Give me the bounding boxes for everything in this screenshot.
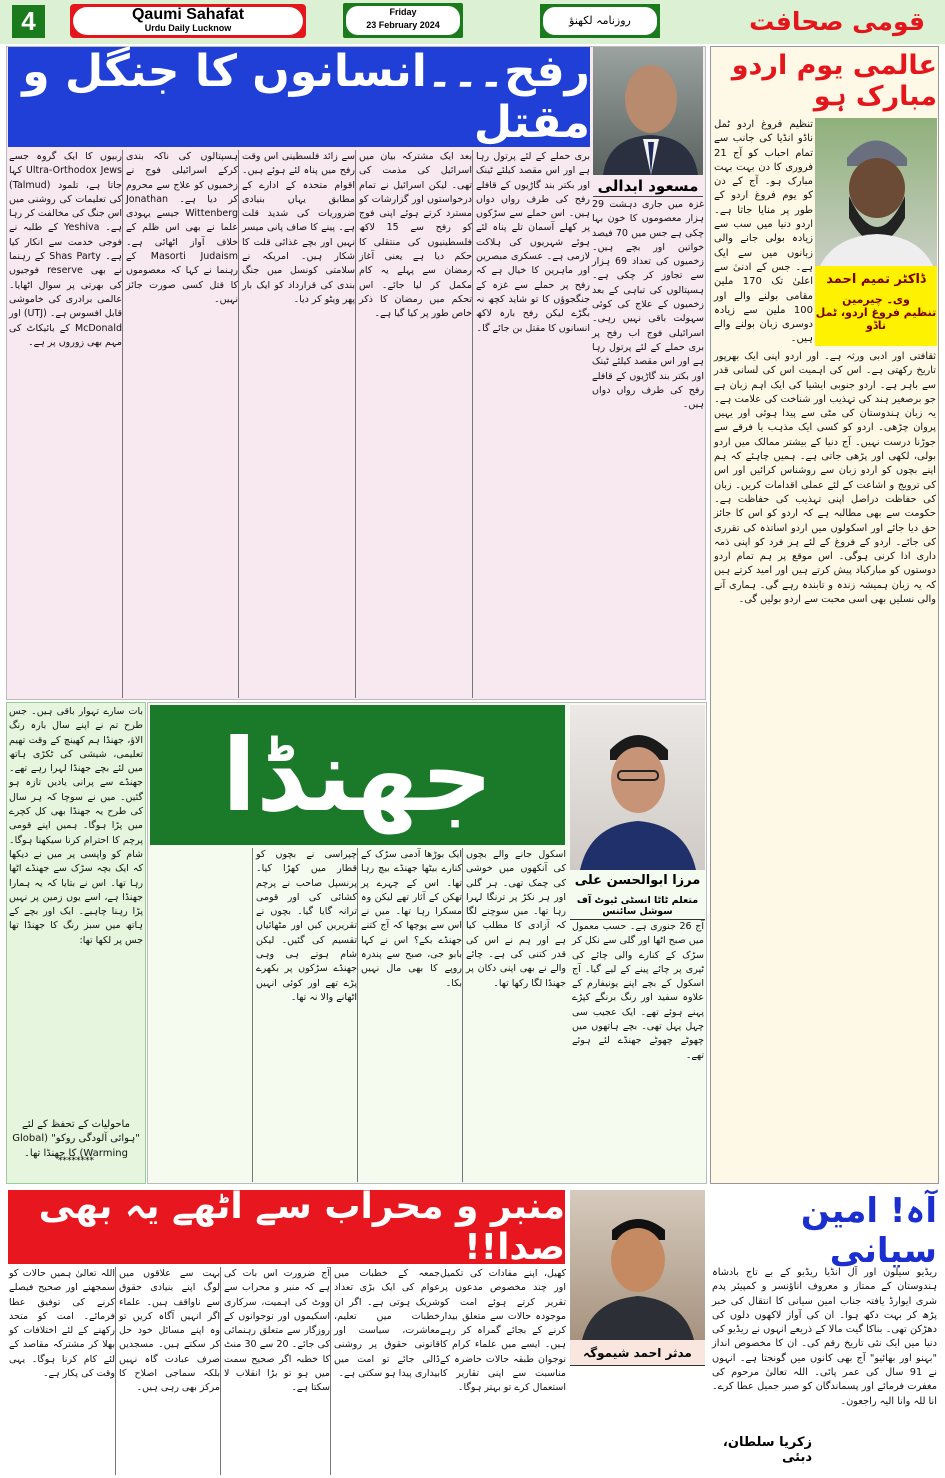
person-role: وی۔ چیرمین	[842, 293, 910, 306]
person-name: ڈاکٹر تمیم احمد	[826, 272, 926, 287]
portrait-icon	[593, 47, 703, 175]
article-column: بات سارے تہوار باقی ہیں۔ جس طرح تم نے اپنے سال بارہ رنگ الاؤ، جھنڈا ہم کھینچ کے وقت تھیم تعلیمی، شیشی کی ٹکڑی ہاتھ میں لئے بچے جھنڈا لہرا رہے تھے۔ جھنڈے سے پرانی یادیں تازہ ہو گئیں۔ میں نے سوچا کہ ہر سال کی طرح یہ جھنڈا بھی کل کچرے میں پڑا ہوگا۔ ہمیں اپنے قومی پرچم کا احترام کرنا سیکھنا ہوگا۔ شام کو واپسی پر میں نے دیکھا کہ ایک بچہ سڑک سے جھنڈے اٹھا رہا تھا۔ اس نے بتایا کہ یہ ہمارا جھنڈا ہے، اسے یوں زمین پر نہیں پڑا رہنا چاہیے۔ ایک اور بچے کے ہاتھ میں سبز رنگ کا جھنڈا تھا جس پر لکھا تھا:	[9, 706, 143, 946]
article-column: آج ضرورت اس بات کی ہے کہ منبر و محراب سے ووٹ کی اہمیت، سرکاری اسکیموں اور نوجوانوں کے روزگار سے متعلق رہنمائی کی جائے۔ 20 سے 30 منٹ کا خطبہ اگر صحیح سمت میں ہو تو بڑا انقلاب لا سکتا ہے۔	[220, 1267, 330, 1475]
date-box	[343, 3, 463, 38]
article-column: ایک بوڑھا آدمی سڑک کے کنارے بیٹھا جھنڈے بیچ رہا تھا۔ اس کے چہرے پر تھکن کے آثار تھے لیکن وہ مسکرا رہا تھا۔ میں نے اس سے پوچھا کہ آج کتنے جھنڈے بکے؟ اس نے کہا بابو جی، صبح سے پندرہ روپے کا بھی مال نہیں بکا۔	[357, 848, 462, 1182]
person-org: تنظیم فروغ اردو، ٹمل ناڈو	[815, 306, 937, 332]
title-urdu-logo: قومی صحافت	[749, 7, 925, 36]
urdu-day-body: ثقافتی اور ادبی ورثہ ہے۔ اور اردو اپنی ایک بھرپور تاریخ رکھتی ہے۔ اس کی اہمیت اس کی لسانی قدر سے باہر ہے۔ اردو جنوبی ایشیا کی ایک اہم زبان ہے جو برصغیر ہند کی تہذیب اور شناخت کی علامت ہے۔ یہ زبان ہندوستان کی مٹی سے پیدا ہوئی اور یہیں پروان چڑھی۔ اردو کو کسی ایک مذہب یا فرقے سے جوڑنا درست نہیں۔ آج دنیا کے بیشتر ممالک میں اردو بولی، لکھی اور پڑھی جاتی ہے۔ ہمیں چاہئے کہ ہم اپنے بچوں کو اردو زبان سے روشناس کرائیں اور اس کی ترویج و اشاعت کے لئے عملی اقدامات کریں۔ زبان کی حفاظت دراصل اپنی تہذیب کی حفاظت ہے۔ حکومت سے بھی مطالبہ ہے کہ اردو کو اس کا جائز حق دیا جائے اور اسکولوں میں اردو اساتذہ کی تقرری کی جائے۔ اردو کے فروغ کے لئے ہر فرد کو اپنی ذمہ داری ادا کرنی ہوگی۔ اس موقع پر ہم تمام اردو دوستوں کو مبارکباد پیش کرتے ہیں اور امید کرتے ہیں کہ یہ زبان ہمیشہ زندہ و تابندہ رہے گی۔ ہماری آنے والی نسلیں بھی اسی محبت سے اردو بولیں گی۔	[714, 351, 936, 606]
article-column: کھیل، اپنے مفادات کی تکمیل اور چند مخصوص مدعوں پر تقریر کرتے ہوئے امت کو موجودہ حالات سے متعلق بیدار کرنے کے بجائے گمراہ کر رہے ہیں۔ ایسے میں علماء کرام کا نوجوان طبقہ حالات حاضرہ کے مناسبت سے اپنی تقاریر کا استعمال کرے تو بہتر ہوگا۔	[440, 1268, 566, 1394]
sayani-body: ریڈیو سیلون اور آل انڈیا ریڈیو کے بے تاج بادشاہ ہندوستان کے ممتاز و معروف اناؤنسر و کمپیئر پدم شری ایوارڈ یافتہ جناب امین سیانی کا انتقال کی خبر پڑھ کر بہت دکھ ہوا۔ ان کی آواز لاکھوں دلوں کی دھڑکن تھی۔ بناکا گیت مالا کے ذریعے انہوں نے ریڈیو کی دنیا میں ایک نئی تاریخ رقم کی۔ ان کا مخصوص انداز "بہنو اور بھائیو" آج بھی کانوں میں گونجتا ہے۔ انہوں نے 91 سال کی عمر پائی۔ اللہ تعالیٰ مرحوم کی مغفرت فرمائے اور پسماندگان کو صبر جمیل عطا کرے۔ انا للہ وانا الیہ راجعون۔	[712, 1267, 937, 1407]
urdu-day-text	[714, 270, 813, 348]
article-column: چپراسی نے بچوں کو قطار میں کھڑا کیا۔ پرنسپل صاحب نے پرچم کشائی کی اور قومی ترانہ گایا گیا۔ بچوں نے تقریریں کیں اور مٹھائیاں تقسیم کی گئیں۔ لیکن شام ہوتے ہی وہی جھنڈے سڑکوں پر بکھرے پڑے تھے اور کوئی انہیں اٹھانے والا نہ تھا۔	[252, 848, 357, 1182]
minbar-headline: منبر و محراب سے اٹھے یہ بھی صدا!!	[8, 1190, 565, 1264]
article-column: سے زائد فلسطینی اس وقت رفح میں پناہ لئے ہوئے ہیں۔ اقوام متحدہ کے ادارے کے مطابق یہاں بنیادی ضروریات کی شدید قلت ہے۔ پینے کا صاف پانی میسر نہیں اور بچے غذائی قلت کا شکار ہیں۔ امریکہ نے سلامتی کونسل میں جنگ بندی کی قرارداد کو ایک بار پھر ویٹو کر دیا۔	[238, 150, 355, 698]
author-affiliation: متعلم ٹاٹا انسٹی ٹیوٹ آف سوشل سائنس	[570, 895, 705, 920]
urdu-day-intro: تنظیم فروغ اردو ٹمل ناڈو انڈیا کی جانب سے تمام احباب کو آج 21 فروری کا دن بہت بہت مبارک ہو۔ آج کے دن کو یوم فروغ اردو کے طور پر منایا جاتا ہے۔ اردو دنیا میں سب سے زیادہ بولی جانے والی زبانوں میں سے ایک ہے۔ جس کے ادنیٰ سے اعلیٰ تک 170 ملین مقامی بولنے والے اور 100 ملین سے زیادہ دوسری زبان بولنے والے ہیں۔	[714, 119, 813, 345]
article-column: غزہ میں جاری دہشت 29 ہزار معصوموں کا خون بہا چکی ہے جس میں 70 فیصد خواتین اور بچے ہیں۔ زخمیوں کی تعداد 69 ہزار سے تجاوز کر چکی ہے۔ ہسپتالوں کی تباہی کے بعد زخمیوں کے علاج کی کوئی سہولت باقی نہیں رہی۔ اسرائیلی فوج اب رفح پر بری حملے کے لئے پرتول رہا ہے اور اس مقصد کیلئے ٹینک اور بکتر بند گاڑیوں کے قافلے رفح کی طرف رواں دواں ہیں۔	[592, 199, 705, 411]
roznama-box	[540, 4, 660, 38]
day-label: Friday	[389, 7, 417, 17]
masthead	[0, 0, 945, 44]
portrait-icon	[570, 1190, 705, 1340]
article-column: بہت سے علاقوں میں لوگ اپنے بنیادی حقوق سے ناواقف ہیں۔ علماء اگر انہیں آگاہ کریں تو وہ اپنے مسائل خود حل کر سکتے ہیں۔ مسجدیں صرف عبادت گاہ نہیں بلکہ سماجی اصلاح کا مرکز بھی رہی ہیں۔	[115, 1267, 220, 1475]
article-column: اسکول جانے والے بچوں کی آنکھوں میں خوشی کی چمک تھی۔ ہر گلی اور ہر نکڑ پر ترنگا لہرا رہا تھا۔ میں سوچنے لگا کہ آزادی کا مطلب کیا ہے اور ہم نے اس کی قدر کتنی کی ہے۔ چائے والے نے بھی اپنی دکان پر جھنڈا لگا رکھا تھا۔	[462, 848, 566, 1182]
article-column	[572, 1368, 704, 1476]
article-column: آج 26 جنوری ہے۔ حسب معمول میں صبح اٹھا اور گلی سے نکل کر سڑک کے کنارے والی چائے کی ٹپری پر چائے پینے کے لیے گیا۔ آج اسکول کے بچے اپنے یونیفارم کے علاوہ سفید اور رنگ برنگے کپڑے پہنے ہوئے تھے۔ ایک عجیب سی چہل پہل تھی۔ بچے ہاتھوں میں چھوٹے چھوٹے جھنڈے لئے ہوئے تھے۔	[572, 921, 704, 1061]
jhanda-headline: جھنڈا	[150, 705, 565, 845]
portrait-icon	[815, 118, 937, 266]
urdu-day-headline: عالمی یوم اردو مبارک ہو	[731, 50, 937, 112]
sayani-author: زکریا سلطان، دبئی	[722, 1435, 812, 1465]
subtitle-english: Urdu Daily Lucknow	[144, 23, 232, 33]
author-name: مسعود ابدالی	[593, 175, 703, 197]
end-stars: ********	[58, 1156, 94, 1166]
article-column: بعد ایک مشترکہ بیان میں اسرائیل کی مذمت کی تھی۔ لیکن اسرائیل نے تمام درخواستوں اور گزارشات کو مسترد کرتے ہوئے اپنی فوج کو رفح سے 15 لاکھ فلسطینیوں کی منتقلی کا حکم دیا ہے یعنی آغاز رمضان سے پہلے یہ کام مکمل کر لیا جائے۔ اس تحکم میں رمضان کا ذکر خاص طور پر کیا گیا ہے۔	[355, 150, 472, 698]
article-ending: ماحولیات کے تحفظ کے لئے "ہوائی آلودگی روکو" (Global Warming) کا جھنڈا تھا۔	[12, 1119, 140, 1159]
author-photo-masood-abdali	[593, 47, 703, 175]
author-name: مدثر احمد شیموگہ	[570, 1340, 705, 1366]
caption-box	[815, 266, 937, 346]
author-photo-mudassir-ahmad	[570, 1190, 705, 1340]
article-column: اللہ تعالیٰ ہمیں حالات کو سمجھنے اور صحیح فیصلے کرنے کی توفیق عطا فرمائے۔ امت کو متحد رکھنے کے لئے اختلافات کو بھلا کر مشترکہ مقاصد کے لئے کام کرنا ہوگا۔ یہی وقت کی پکار ہے۔	[9, 1268, 115, 1380]
article-column	[150, 848, 252, 1182]
page-number: 4	[12, 5, 45, 38]
article-column: ہسپتالوں کی ناکہ بندی کرکے اسرائیلی فوج نے زخمیوں کو علاج سے محروم کر دیا ہے۔ Jonathan Wittenberg جیسے یہودی علما نے بھی اس ظلم کے خلاف آواز اٹھائی ہے۔ Masorti Judaism کے رہنما نے کہا کہ معصوموں کا قتل کسی صورت جائز نہیں۔	[122, 150, 238, 698]
article-column: جمعہ کے خطبات میں عوام کی ایک بڑی تعداد شریک ہوتی ہے۔ اگر ان خطبات میں تعلیم، معاشرت، سیاست اور قانونی حقوق پر روشنی ڈالی جائے تو امت میں بیداری پیدا ہو سکتی ہے۔	[330, 1267, 440, 1475]
sayani-headline: آہ! امین سیانی	[800, 1190, 937, 1271]
portrait-icon	[570, 705, 705, 870]
article-column: بری حملے کے لئے پرتول رہا ہے اور اس مقصد کیلئے ٹینک اور بکتر بند گاڑیوں کے قافلے رفح کی طرف رواں دواں ہیں۔ اس حملے سے سڑکوں پر کھلے آسمان تلے پناہ لئے ہوئے شہریوں کی ہلاکت لازمی ہے۔ عسکری مبصرین اور ماہرین کا خیال ہے کہ رفح پر حملے سے غزہ کے جنگجوؤں کا تو شاید کچھ نہ بگڑے لیکن رفح بارہ لاکھ انسانوں کا مقتل بن جائے گا۔	[472, 150, 590, 698]
title-box	[70, 4, 306, 38]
roznama-label: روزنامہ لکھنؤ	[543, 7, 657, 35]
article-column: ربیوں کا ایک گروہ جسے Ultra-Orthodox Jews کہا جاتا ہے، تلمود (Talmud) کی تعلیمات کی روشنی میں اس جنگ کی مخالفت کر رہا ہے۔ Yeshiva کے طلبہ نے فوجی خدمت سے انکار کیا ہے۔ Shas Party کے رہنما نے بھی reserve فوجیوں کی بھرتی پر سوال اٹھایا۔ عالمی برادری کی خاموشی قابل افسوس ہے۔ (UTJ) اور McDonald کے بائیکاٹ کی مہم بھی زوروں پر ہے۔	[8, 151, 122, 348]
photo-dr-tameem-ahmad	[815, 118, 937, 266]
title-english: Qaumi Sahafat	[131, 6, 245, 23]
author-photo-mirza-abul-hasan	[570, 705, 705, 870]
author-name: مرزا ابوالحسن علی	[574, 873, 701, 888]
date-label: 23 February 2024	[366, 20, 440, 30]
rafah-headline: رفح۔۔۔انسانوں کا جنگل و مقتل	[8, 47, 590, 147]
